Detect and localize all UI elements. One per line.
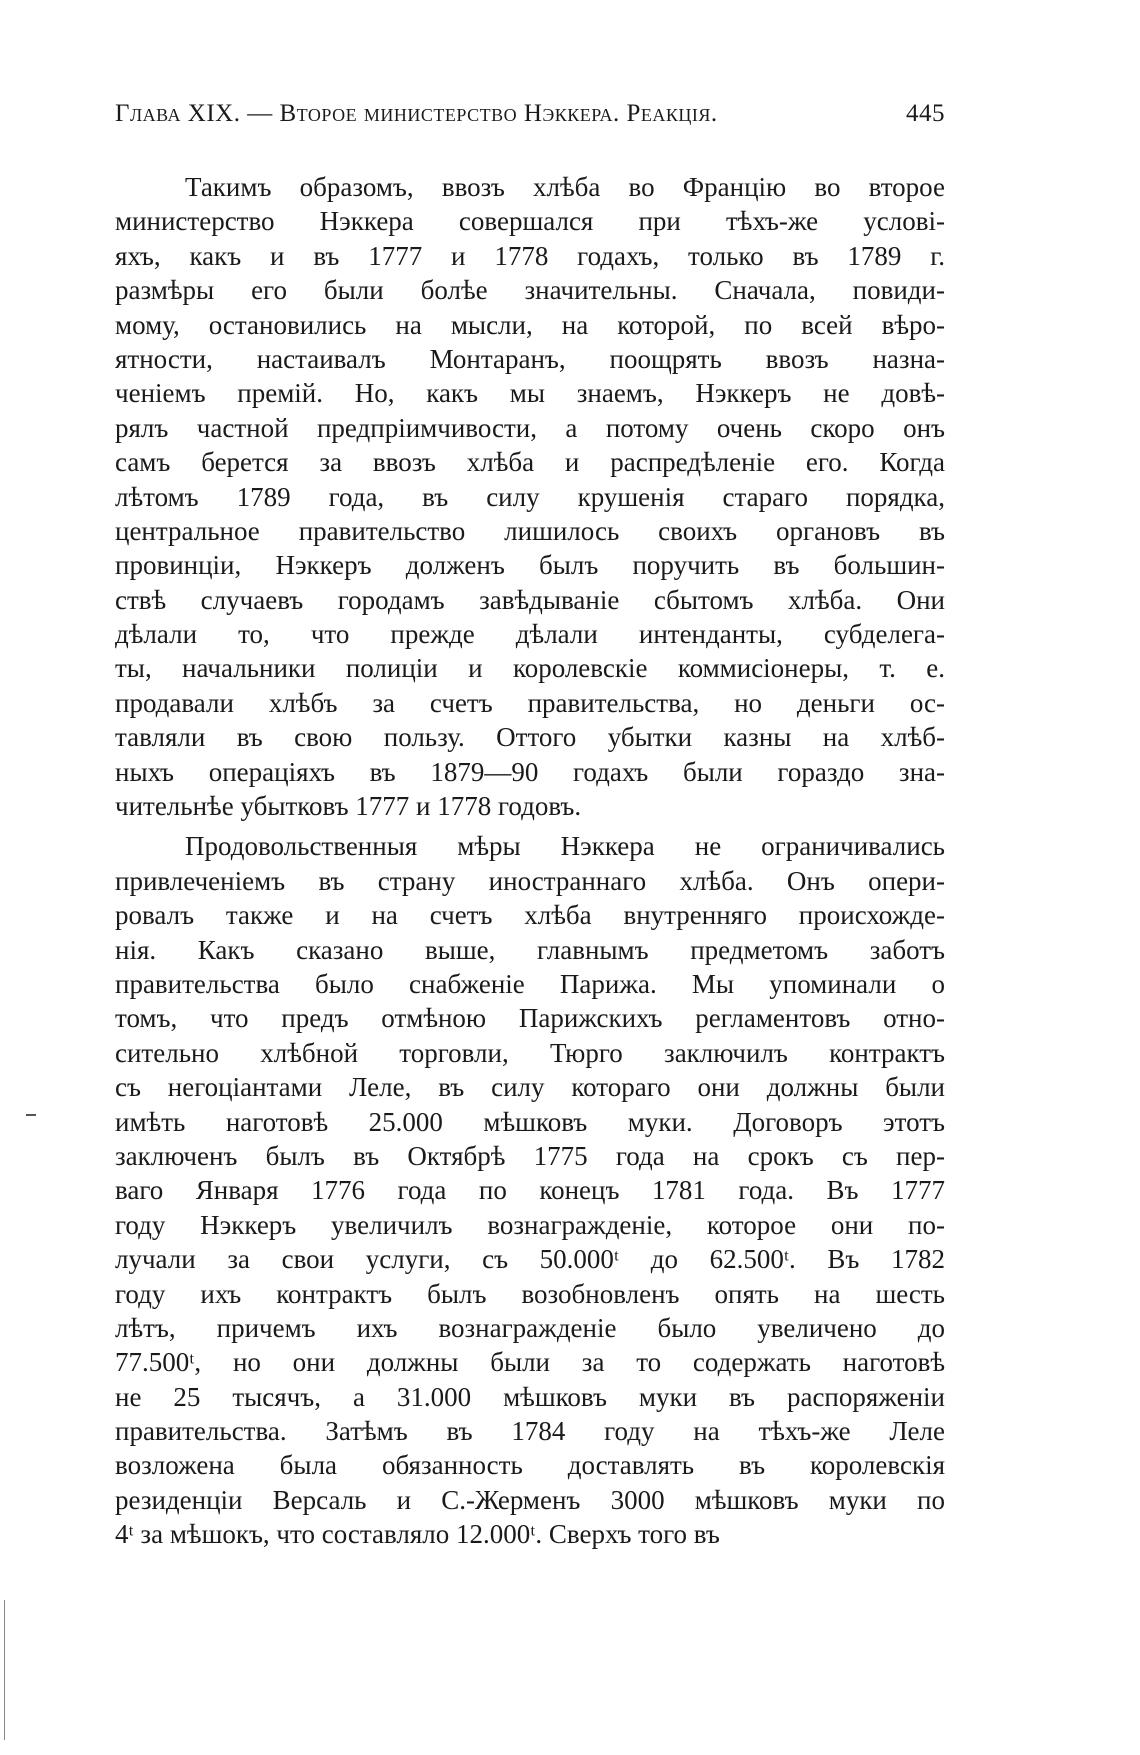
text-line: ровалъ также и на счетъ хлѣба внутренняго происхожде- [115,900,945,931]
text-line: ваго Января 1776 года по конецъ 1781 года. Въ 1777 [115,1175,945,1206]
text-line: провинціи, Нэккеръ долженъ былъ поручить въ большин- [115,550,945,581]
running-head [115,100,945,140]
text-line: центральное правительство лишилось своихъ органовъ въ [115,515,945,546]
text-line: году Нэккеръ увеличилъ вознагражденіе, которое они по- [115,1209,945,1240]
chapter-title: Глава XIX. — Второе министерство Нэккера. Реакція. [115,100,718,127]
text-line: сительно хлѣбной торговли, Тюрго заключилъ контрактъ [115,1037,945,1068]
text-line: Такимъ образомъ, ввозъ хлѣба во Францію во второе [185,172,945,202]
margin-mark [26,1114,36,1116]
text-line: 77.500ᵗ, но они должны были за то содержать наготовѣ [115,1347,945,1378]
text-line: тавляли въ свою пользу. Оттого убытки казны на хлѣб- [115,722,945,753]
text-line: 4ᵗ за мѣшокъ, что составляло 12.000ᵗ. Сверхъ того въ [115,1519,720,1550]
text-line: имѣть наготовѣ 25.000 мѣшковъ муки. Договоръ этотъ [115,1106,945,1137]
binding-edge [4,1600,5,1740]
text-line: правительства было снабженіе Парижа. Мы упоминали о [115,968,945,999]
text-line: ты, начальники полиціи и королевскіе коммисіонеры, т. е. [115,653,945,684]
text-line: привлеченіемъ въ страну иностраннаго хлѣба. Онъ опери- [115,865,945,896]
text-line: не 25 тысячъ, а 31.000 мѣшковъ муки въ распоряженіи [115,1381,945,1412]
text-line: самъ берется за ввозъ хлѣба и распредѣленіе его. Когда [115,447,945,478]
text-line: ченіемъ премій. Но, какъ мы знаемъ, Нэккеръ не довѣ- [115,378,945,409]
body-text [115,170,945,1552]
text-line: нія. Какъ сказано выше, главнымъ предметомъ заботъ [115,934,945,965]
text-line: лѣтомъ 1789 года, въ силу крушенія стараго порядка, [115,481,945,512]
text-line: резиденціи Версаль и С.-Жерменъ 3000 мѣшковъ муки по [115,1484,945,1515]
text-line: министерство Нэккера совершался при тѣхъ-же условi- [115,206,945,237]
page-number: 445 [906,100,945,127]
paragraph [115,829,945,1551]
text-line: ныхъ операціяхъ въ 1879—90 годахъ были гораздо зна- [115,756,945,787]
text-line: ствѣ случаевъ городамъ завѣдываніе сбытомъ хлѣба. Они [115,584,945,615]
text-line: Продовольственныя мѣры Нэккера не ограничивались [185,831,945,862]
text-line: томъ, что предъ отмѣною Парижскихъ регламентовъ отно- [115,1003,945,1034]
text-line: лѣтъ, причемъ ихъ вознагражденіе было увеличено до [115,1312,945,1343]
text-line: рялъ частной предпріимчивости, а потому очень скоро онъ [115,412,945,443]
text-line: размѣры его были болѣе значительны. Сначала, повиди- [115,275,945,306]
text-line: возложена была обязанность доставлять въ королевскія [115,1450,945,1481]
text-line: ятности, настаивалъ Монтаранъ, поощрять ввозъ назна- [115,343,945,374]
text-line: чительнѣе убытковъ 1777 и 1778 годовъ. [115,791,582,822]
paragraph [115,170,945,823]
text-line: дѣлали то, что прежде дѣлали интенданты, субделега- [115,619,945,650]
text-line: году ихъ контрактъ былъ возобновленъ опять на шесть [115,1278,945,1309]
text-line: заключенъ былъ въ Октябрѣ 1775 года на срокъ съ пер- [115,1140,945,1171]
text-line: мому, остановились на мысли, на которой, по всей вѣро- [115,309,945,340]
text-line: съ негоціантами Леле, въ силу котораго они должны были [115,1072,945,1103]
text-line: правительства. Затѣмъ въ 1784 году на тѣхъ-же Леле [115,1416,945,1447]
text-line: продавали хлѣбъ за счетъ правительства, но деньги ос- [115,687,945,718]
text-line: лучали за свои услуги, съ 50.000ᵗ до 62.500ᵗ. Въ 1782 [115,1244,945,1275]
text-line: яхъ, какъ и въ 1777 и 1778 годахъ, только въ 1789 г. [115,240,945,271]
